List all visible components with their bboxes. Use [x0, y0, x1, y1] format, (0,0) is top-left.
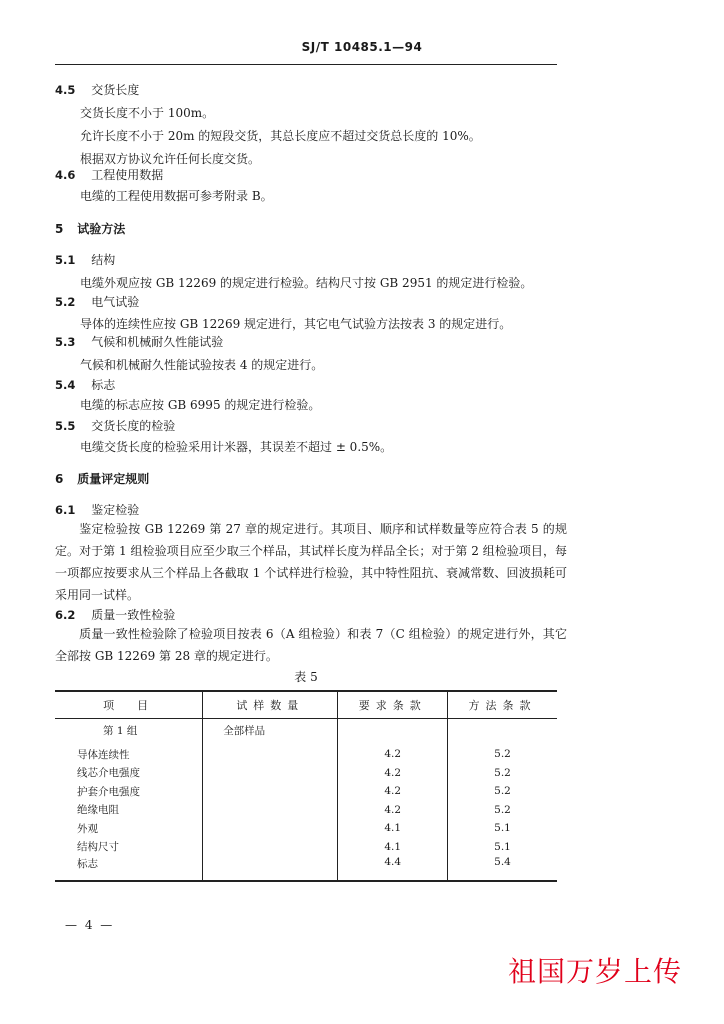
section-number: 5.3 [55, 335, 76, 349]
column-header: 要求条款 [338, 691, 448, 719]
table-row [55, 819, 557, 838]
section-number: 6.2 [55, 608, 76, 622]
item-cell: 线芯介电强度 [77, 767, 140, 780]
section-title: 质量一致性检验 [91, 608, 176, 622]
requirement-clause-cell: 4.4 [338, 856, 448, 881]
requirement-clause-cell: 4.1 [338, 838, 448, 857]
section-5-heading [55, 220, 125, 237]
header-rule [55, 64, 557, 65]
method-clause-cell: 5.1 [447, 838, 557, 857]
column-header: 方法条款 [447, 691, 557, 719]
body-line: 电缆的工程使用数据可参考附录 B。 [80, 189, 273, 203]
method-clause-cell: 5.2 [447, 801, 557, 820]
table-header-row [55, 691, 557, 719]
section-number: 5.5 [55, 419, 76, 433]
section-title: 标志 [91, 378, 116, 392]
method-clause-cell: 5.1 [447, 819, 557, 838]
paragraph-6-1 [55, 518, 567, 606]
method-clause-cell: 5.2 [447, 745, 557, 764]
uploader-watermark: 祖国万岁上传 [508, 955, 683, 988]
table-row [55, 719, 557, 746]
section-title: 质量评定规则 [77, 472, 150, 486]
section-5-2-heading [55, 293, 139, 310]
requirement-clause-cell: 4.2 [338, 782, 448, 801]
sample-quantity: 全部样品 [203, 719, 338, 746]
section-5-1-heading [55, 251, 115, 268]
requirement-clause-cell: 4.2 [338, 764, 448, 783]
requirement-clause-cell: 4.2 [338, 801, 448, 820]
section-title: 交货长度的检验 [91, 419, 176, 433]
column-header: 试样数量 [203, 691, 338, 719]
section-title: 试验方法 [77, 222, 126, 236]
section-title: 鉴定检验 [91, 503, 140, 517]
requirement-clause-cell: 4.1 [338, 819, 448, 838]
column-header: 项 目 [55, 691, 203, 719]
section-4-5-heading [55, 81, 139, 98]
section-6-1-heading [55, 501, 139, 518]
section-number: 6 [55, 472, 64, 486]
method-clause-cell: 5.4 [447, 856, 557, 881]
item-cell: 绝缘电阻 [77, 804, 119, 817]
group-label: 第 1 组 [103, 725, 138, 737]
section-number: 5.4 [55, 378, 76, 392]
page-number: — 4 — [65, 918, 115, 932]
section-6-heading [55, 470, 149, 487]
body-line: 根据双方协议允许任何长度交货。 [80, 152, 261, 166]
section-number: 4.6 [55, 168, 76, 182]
table-row [55, 764, 557, 783]
requirement-clause-cell: 4.2 [338, 745, 448, 764]
method-clause-cell: 5.2 [447, 782, 557, 801]
section-number: 5 [55, 222, 64, 236]
section-number: 6.1 [55, 503, 76, 517]
table-5 [55, 690, 557, 882]
paragraph-text: 鉴定检验按 GB 12269 第 27 章的规定进行。其项目、顺序和试样数量等应符合表 5 的规定。对于第 1 组检验项目应至少取三个样品，其试样长度为样品全长；对于第 2 组检验项目，每一项都应按要求从三个样品上各截取 1 个试样进行检验，其中特性阻抗、衰减常数、回波损耗可采用同一试样。 [55, 522, 567, 602]
body-line: 交货长度不小于 100m。 [80, 106, 215, 120]
table-row [55, 745, 557, 764]
item-cell: 外观 [77, 822, 98, 835]
item-cell: 结构尺寸 [77, 841, 119, 854]
document-code-header: SJ/T 10485.1—94 [301, 40, 423, 54]
section-4-6-heading [55, 166, 163, 183]
section-number: 4.5 [55, 83, 76, 97]
section-5-4-heading [55, 376, 115, 393]
section-title: 交货长度 [91, 83, 140, 97]
body-line: 电缆交货长度的检验采用计米器，其误差不超过 ± 0.5%。 [80, 440, 393, 454]
table-row [55, 801, 557, 820]
table-row [55, 856, 557, 881]
table-caption: 表 5 [294, 670, 318, 684]
section-number: 5.1 [55, 253, 76, 267]
section-title: 结构 [91, 253, 116, 267]
section-number: 5.2 [55, 295, 76, 309]
section-title: 气候和机械耐久性能试验 [91, 335, 224, 349]
section-title: 工程使用数据 [91, 168, 164, 182]
table-row [55, 782, 557, 801]
body-line: 气候和机械耐久性能试验按表 4 的规定进行。 [80, 358, 324, 372]
section-title: 电气试验 [91, 295, 140, 309]
section-6-2-heading [55, 606, 175, 623]
item-cell: 导体连续性 [77, 748, 130, 761]
body-line: 导体的连续性应按 GB 12269 规定进行，其它电气试验方法按表 3 的规定进行。 [80, 317, 512, 331]
body-line: 电缆外观应按 GB 12269 的规定进行检验。结构尺寸按 GB 2951 的规定进行检验。 [80, 276, 533, 290]
method-clause-cell: 5.2 [447, 764, 557, 783]
table-row [55, 838, 557, 857]
item-cell: 标志 [55, 856, 203, 881]
body-line: 允许长度不小于 20m 的短段交货，其总长度应不超过交货总长度的 10%。 [80, 129, 481, 143]
section-5-3-heading [55, 333, 223, 350]
paragraph-text: 质量一致性检验除了检验项目按表 6（A 组检验）和表 7（C 组检验）的规定进行外，其它全部按 GB 12269 第 28 章的规定进行。 [55, 627, 567, 663]
body-line: 电缆的标志应按 GB 6995 的规定进行检验。 [80, 398, 321, 412]
paragraph-6-2 [55, 623, 567, 667]
item-cell: 护套介电强度 [77, 785, 140, 798]
section-5-5-heading [55, 417, 175, 434]
